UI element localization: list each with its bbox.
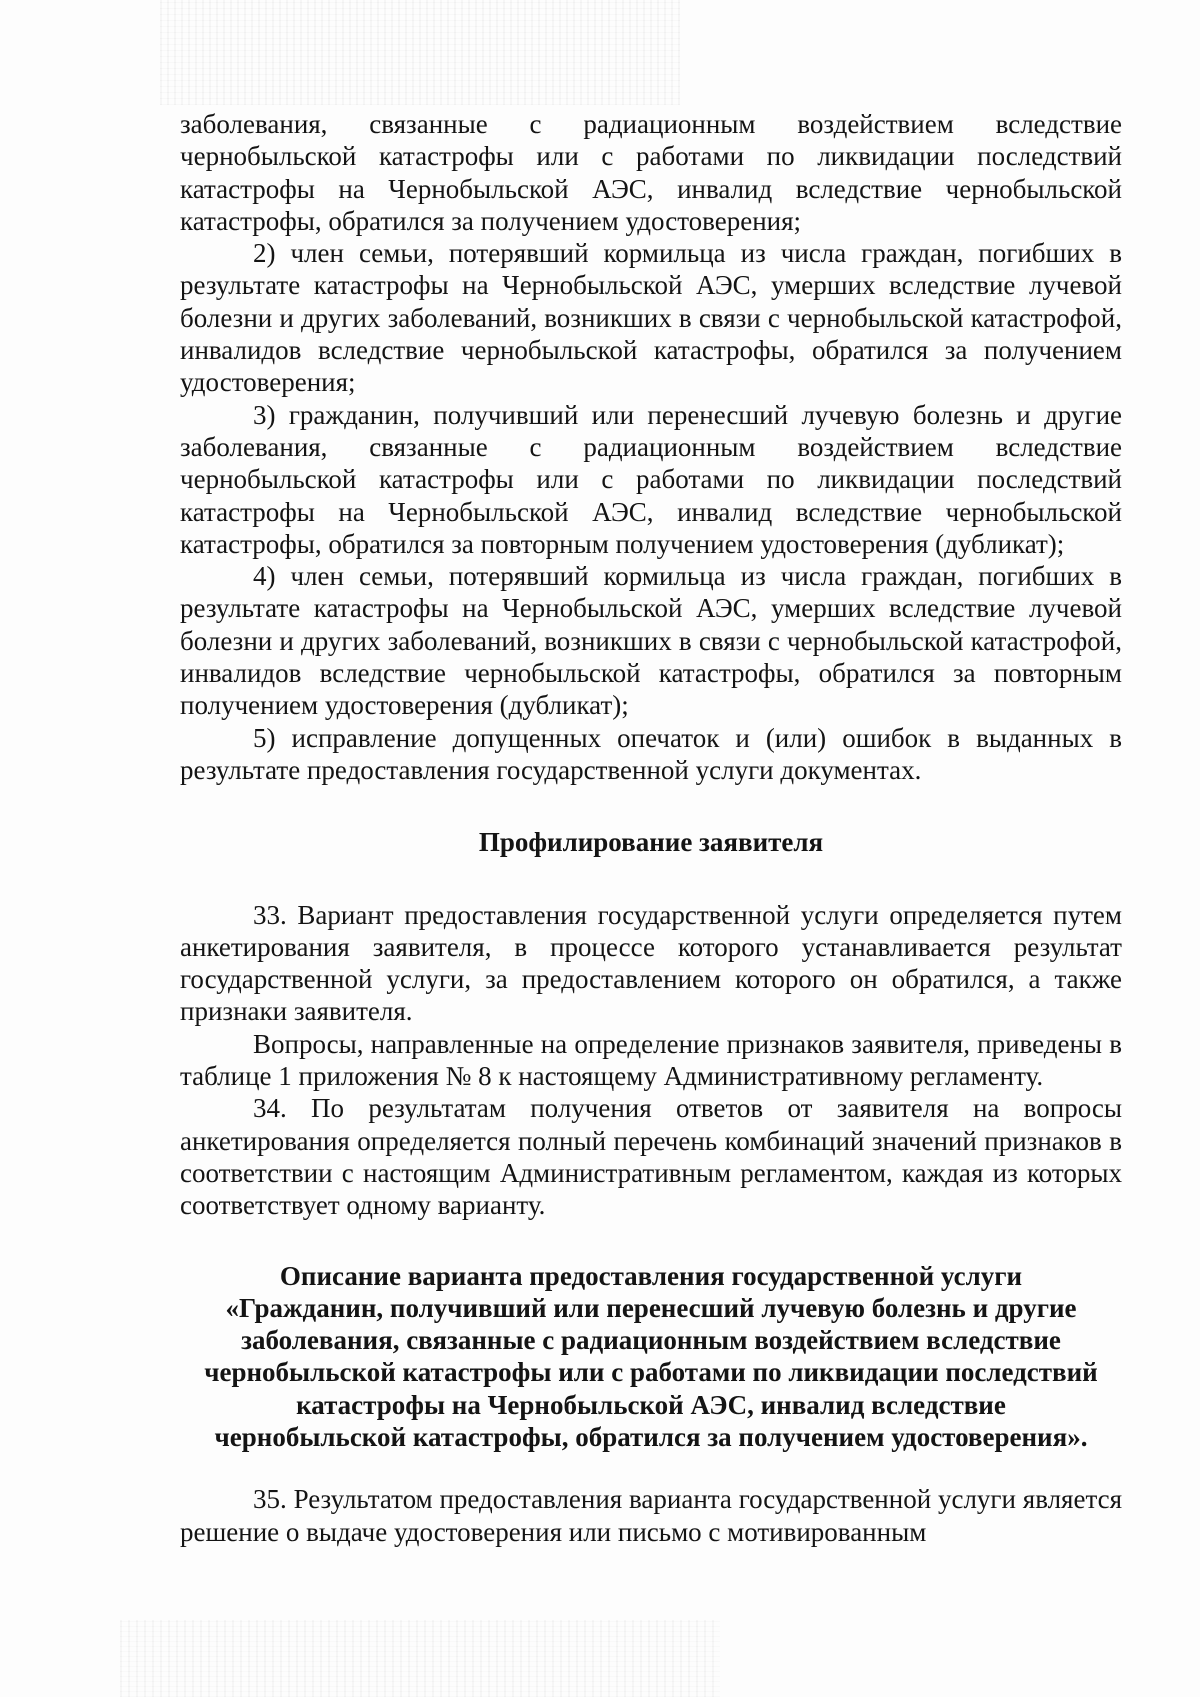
- variant-description-heading: [180, 1260, 1122, 1454]
- list-item-5: 5) исправление допущенных опечаток и (или) ошибок в выданных в результате предоставления государственной услуги документах.: [180, 722, 1122, 785]
- intro-continuation-paragraph: заболевания, связанные с радиационным воздействием вследствие чернобыльской катастрофы или с работами по ликвидации последствий катастрофы на Чернобыльской АЭС, инвалид вследствие чернобыльской катастрофы, обратился за получением удостоверения;: [180, 109, 1122, 236]
- scan-noise-bottom: [120, 1620, 720, 1697]
- document-body: [180, 108, 1122, 1548]
- paragraph-34: 34. По результатам получения ответов от заявителя на вопросы анкетирования определяется полный перечень комбинаций значений признаков в соответствии с настоящим Административным регламентом, каждая из которых соответствует одному варианту.: [180, 1093, 1122, 1221]
- paragraph-questions: Вопросы, направленные на определение признаков заявителя, приведены в таблице 1 приложения № 8 к настоящему Административному регламенту.: [180, 1028, 1122, 1092]
- list-item-4: 4) член семьи, потерявший кормильца из числа граждан, погибших в результате катастрофы на Чернобыльской АЭС, умерших вследствие лучевой болезни и других заболеваний, возникших в связи с чернобыльской катастрофой, инвалидов вследствие чернобыльской катастрофы, обратился за повторным получением удостоверения (дубликат);: [180, 561, 1122, 721]
- variant-heading-line: катастрофы на Чернобыльской АЭС, инвалид вследствие: [296, 1389, 1006, 1420]
- section-heading-profiling: Профилирование заявителя: [478, 827, 824, 858]
- variant-heading-line: чернобыльской катастрофы или с работами по ликвидации последствий: [204, 1357, 1098, 1388]
- variant-heading-line: чернобыльской катастрофы, обратился за получением удостоверения».: [214, 1421, 1088, 1452]
- paragraph-35: 35. Результатом предоставления варианта государственной услуги является решение о выдаче удостоверения или письмо с мотивированным: [180, 1484, 1122, 1547]
- variant-heading-line: заболевания, связанные с радиационным воздействием вследствие: [241, 1325, 1061, 1356]
- list-item-3: 3) гражданин, получивший или перенесший лучевую болезнь и другие заболевания, связанные с радиационным воздействием вследствие чернобыльской катастрофы или с работами по ликвидации последствий катастрофы на Чернобыльской АЭС, инвалид вследствие чернобыльской катастрофы, обратился за повторным получением удостоверения (дубликат);: [180, 399, 1122, 559]
- paragraph-33: 33. Вариант предоставления государственной услуги определяется путем анкетирования заявителя, в процессе которого устанавливается результат государственной услуги, за предоставлением которого он обратился, а также признаки заявителя.: [180, 899, 1122, 1027]
- list-item-2: 2) член семьи, потерявший кормильца из числа граждан, погибших в результате катастрофы на Чернобыльской АЭС, умерших вследствие лучевой болезни и других заболеваний, возникших в связи с чернобыльской катастрофой, инвалидов вследствие чернобыльской катастрофы, обратился за получением удостоверения;: [180, 238, 1122, 398]
- scan-noise-top: [160, 0, 680, 105]
- variant-heading-line: «Гражданин, получивший или перенесший лучевую болезнь и другие: [225, 1292, 1077, 1323]
- variant-heading-line: Описание варианта предоставления государственной услуги: [279, 1260, 1023, 1291]
